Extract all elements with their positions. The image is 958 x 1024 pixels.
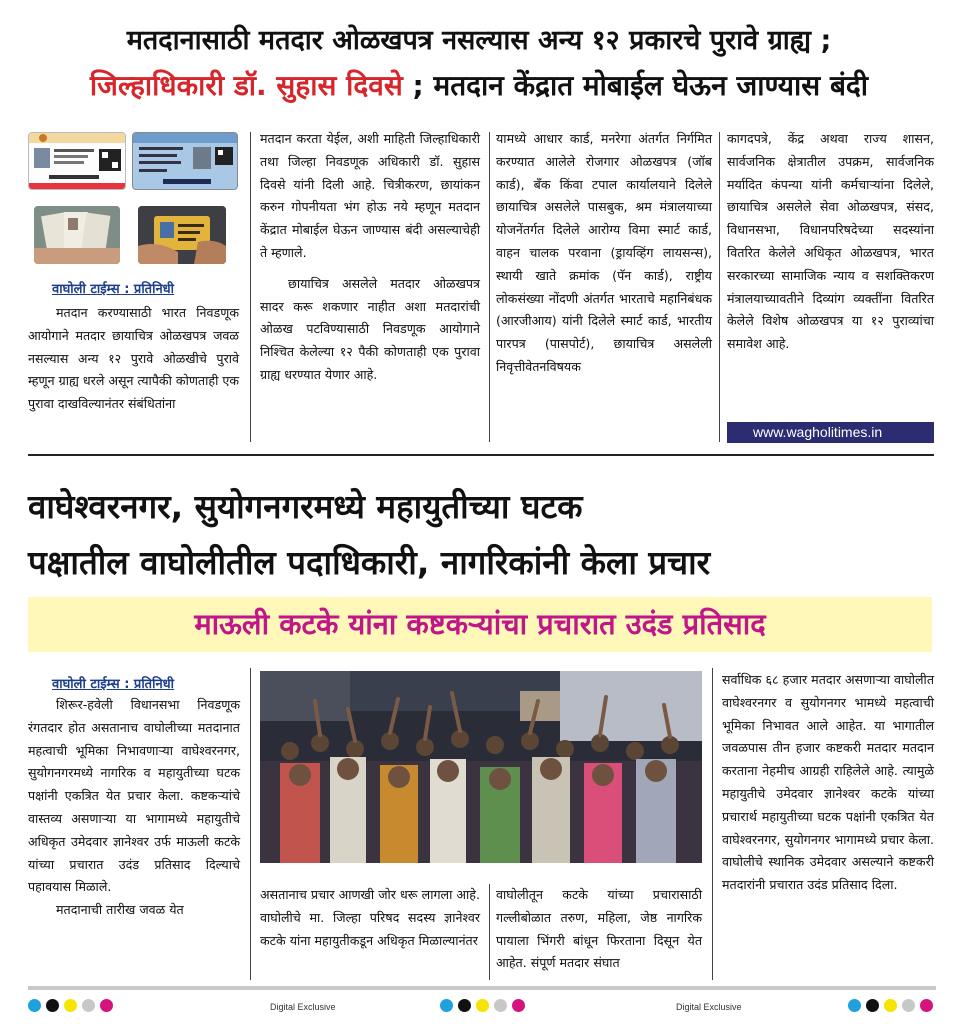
gray-dot (902, 999, 915, 1012)
cyan-dot (440, 999, 453, 1012)
article2-col1-para2: मतदानाची तारीख जवळ येत (56, 902, 184, 918)
footer-label-right: Digital Exclusive (676, 1002, 742, 1012)
column-divider (250, 132, 251, 442)
website-badge[interactable]: www.wagholitimes.in (727, 422, 934, 443)
article2-headline-line2: पक्षातील वाघोलीतील पदाधिकारी, नागरिकांनी केला प्रचार (28, 543, 711, 582)
article1-headline-line2 (0, 66, 958, 104)
black-dot (866, 999, 879, 1012)
article1-col1-text: मतदान करण्यासाठी भारत निवडणूक आयोगाने मतदार छायाचित्र ओळखपत्र जवळ नसल्यास अन्य १२ पुरावे ओळखीचे पुरावे म्हणून ग्राह्य धरले असून त्यापैकी कोणताही एक पुरावा दाखविल्यानंतर संबंधितांना (28, 305, 239, 412)
magenta-dot (512, 999, 525, 1012)
yellow-dot (884, 999, 897, 1012)
article1-col2-para1: मतदान करता येईल, अशी माहिती जिल्हाधिकारी तथा जिल्हा निवडणूक अधिकारी डॉ. सुहास दिवसे यांनी दिली आहे. चित्रीकरण, छायांकन करुन गोपनीयता भंग होऊ नये म्हणून मतदान केंद्रात मोबाईल घेऊन जाण्यास बंदी असल्याचेही ते म्हणाले. (260, 131, 480, 260)
article2-column-1 (28, 694, 240, 922)
article1-col2-para2: छायाचित्र असलेले मतदार ओळखपत्र सादर करू शकणार नाहीत अशा मतदारांची ओळख पटविण्यासाठी निवडणूक आयोगाने निश्चित केलेल्या १२ पैकी कोणताही एक पुरावा ग्राह्य धरण्यात येणार आहे. (260, 275, 480, 382)
column-divider (719, 132, 720, 442)
pan-card-icon (132, 132, 238, 190)
black-dot (46, 999, 59, 1012)
registration-marks-right (848, 999, 933, 1012)
campaign-rally-photo (260, 671, 702, 863)
registration-marks-center (440, 999, 525, 1012)
yellow-dot (476, 999, 489, 1012)
article1-col3-text: यामध्ये आधार कार्ड, मनरेगा अंतर्गत निर्गमित करण्यात आलेले रोजगार ओळखपत्र (जॉब कार्ड), बँक किंवा टपाल कार्यालयाने दिलेले छायाचित्र असलेले पासबुक, श्रम मंत्रालयाच्या योजनेंतर्गत दिलेले आरोग्य विमा स्मार्ट कार्ड, वाहन चालक परवाना (ड्रायव्हिंग लायसन्स), स्थायी खाते क्रमांक (पॅन कार्ड), राष्ट्रीय लोकसंख्या नोंदणी अंतर्गत भारताचे महानिबंधक (आरजीआय) यांनी दिलेले स्मार्ट कार्ड, भारतीय पारपत्र (पासपोर्ट), छायाचित्र असलेली निवृत्तीवेतनविषयक (496, 131, 712, 374)
magenta-dot (920, 999, 933, 1012)
article2-headline-line1: वाघेश्वरनगर, सुयोगनगरमध्ये महायुतीच्या घटक (28, 487, 583, 526)
article2-col3-text: वाघोलीतून कटके यांच्या प्रचारासाठी गल्लीबोळात तरुण, महिला, जेष्ठ नागरिक पायाला भिंगरी बांधून फिरताना दिसून येत आहेत. संपूर्ण मतदार संघात (496, 887, 702, 971)
column-divider (489, 132, 490, 442)
article1-headline-red-part: जिल्हाधिकारी डॉ. सुहास दिवसे (89, 69, 403, 102)
column-divider (712, 668, 713, 980)
footer-label-center: Digital Exclusive (270, 1002, 336, 1012)
article1-headline-rest: ; मतदान केंद्रात मोबाईल घेऊन जाण्यास बंदी (402, 69, 869, 102)
article1-byline: वाघोली टाईम्स : प्रतिनिधी (52, 282, 175, 297)
article1-column-4 (727, 128, 934, 356)
magenta-dot (100, 999, 113, 1012)
cyan-dot (28, 999, 41, 1012)
article-separator (28, 454, 934, 456)
article2-column-4 (722, 669, 934, 897)
article1-column-2 (260, 128, 480, 387)
article2-col4-text: सर्वाधिक ६८ हजार मतदार असणाऱ्या वाघोलीत वाघेश्वरनगर व सुयोगनगर भामध्ये महत्वाची भूमिका निभावत आले आहेत. या भागातील जवळपास तीन हजार कष्टकरी मतदार मतदान करताना नेहमीच आग्रही राहिलेले आहे. त्यामुळे महायुतीचे उमेदवार ज्ञानेश्वर कटके यांच्या प्रचारार्थ महायुतीच्या घटक पक्षांनी एकत्रित येत वाघेश्वरनगर, सुयोगनगर भागामध्ये प्रचार केला. वाघोलीचे स्थानिक उमेदवार असल्याने कष्टकरी मतदारांनी प्रचारात उदंड प्रतिसाद दिला. (722, 672, 934, 893)
column-divider (489, 884, 490, 980)
id-cards-image (28, 132, 240, 267)
aadhaar-card-icon (28, 132, 126, 190)
article1-column-1 (28, 302, 239, 416)
registration-marks-left (28, 999, 113, 1012)
article2-column-3 (496, 884, 702, 975)
article1-headline-line1: मतदानासाठी मतदार ओळखपत्र नसल्यास अन्य १२ प्रकारचे पुरावे ग्राह्य ; (126, 25, 832, 56)
voter-cards-photo (34, 206, 120, 264)
article1-col4-text: कागदपत्रे, केंद्र अथवा राज्य शासन, सार्वजनिक क्षेत्रातील उपक्रम, सार्वजनिक मर्यादित कंपन्या यांनी कर्मचाऱ्यांना दिलेले, छायाचित्र असलेले सेवा ओळखपत्र, संसद, विधानसभा, विधानपरिषदेच्या सदस्यांना वितरित केलेले अधिकृत ओळखपत्र, भारत सरकारच्या सामाजिक न्याय व सशक्तिकरण मंत्रालयाच्यावतीने दिव्यांग व्यक्तींना वितरित केलेले विशेष ओळखपत्र या १२ पुराव्यांचा समावेश आहे. (727, 131, 934, 352)
card-in-hand-photo (138, 206, 226, 264)
yellow-dot (64, 999, 77, 1012)
gray-dot (82, 999, 95, 1012)
article1-column-3 (496, 128, 712, 379)
article2-column-2 (260, 884, 480, 952)
article2-col1-para1: शिरूर-हवेली विधानसभा निवडणूक रंगतदार होत असतानाच वाघोलीच्या मतदानात महत्वाची भूमिका निभावणाऱ्या वाघेश्वरनगर, सुयोगनगरमध्ये नागरिक व महायुतीच्या घटक पक्षांनी एकत्रित येत प्रचार केला. कष्टकऱ्यांचे वास्तव्य असणाऱ्या या भागामध्ये महायुतीचे अधिकृत उमेदवार ज्ञानेश्वर उर्फ माऊली कटके यांच्या प्रचारात उदंड प्रतिसाद दिल्याचे पहावयास मिळाले. (28, 697, 240, 895)
article2-col2-text: असतानाच प्रचार आणखी जोर धरू लागला आहे. वाघोलीचे मा. जिल्हा परिषद सदस्य ज्ञानेश्वर कटके यांना महायुतीकडून अधिकृत मिळाल्यानंतर (260, 887, 480, 948)
black-dot (458, 999, 471, 1012)
article2-byline: वाघोली टाईम्स : प्रतिनिधी (52, 677, 175, 692)
article2-subheadline: माऊली कटके यांना कष्टकऱ्यांचा प्रचारात उदंड प्रतिसाद (28, 597, 932, 652)
cyan-dot (848, 999, 861, 1012)
footer-bar (28, 986, 936, 990)
column-divider (250, 668, 251, 980)
gray-dot (494, 999, 507, 1012)
